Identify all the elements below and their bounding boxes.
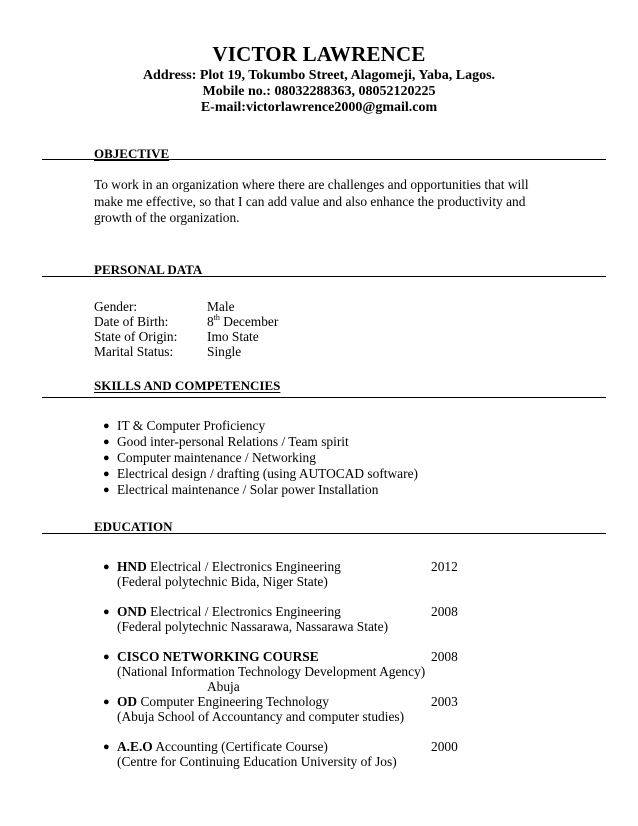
dob-suffix: th — [213, 313, 220, 322]
bullet-icon: ● — [103, 420, 110, 432]
education-institution: (National Information Technology Development Agency) — [117, 664, 426, 679]
qualification-abbr: OND — [117, 604, 147, 619]
marital-value: Single — [207, 344, 242, 359]
education-institution: (Centre for Continuing Education University of Jos) — [117, 754, 397, 769]
education-heading: EDUCATION — [94, 519, 173, 534]
qualification-field: Accounting (Certificate Course) — [152, 739, 328, 754]
qualification-abbr: HND — [117, 559, 147, 574]
qualification-field: Electrical / Electronics Engineering — [146, 559, 341, 574]
dob-value — [207, 314, 278, 330]
qualification-abbr: A.E.O — [117, 739, 153, 754]
bullet-icon: ● — [103, 484, 110, 496]
section-divider — [42, 533, 606, 534]
address-line: Address: Plot 19, Tokumbo Street, Alagomeji, Yaba, Lagos. — [142, 68, 496, 83]
skills-heading: SKILLS AND COMPETENCIES — [94, 378, 281, 393]
education-qualification — [117, 649, 319, 665]
bullet-icon: ● — [103, 452, 110, 464]
bullet-icon: ● — [103, 696, 110, 708]
education-year: 2012 — [431, 559, 458, 574]
skill-item: Electrical maintenance / Solar power Installation — [117, 482, 379, 497]
education-institution-city: Abuja — [207, 679, 240, 694]
dob-day: 8 — [207, 314, 214, 329]
education-qualification — [117, 694, 329, 710]
objective-text: To work in an organization where there are challenges and opportunities that will make me effective, so that I can add value and also enhance the productivity and growth of the organization. — [94, 177, 529, 225]
skill-item: Good inter-personal Relations / Team spirit — [117, 434, 349, 449]
bullet-icon: ● — [103, 651, 110, 663]
dob-label: Date of Birth: — [94, 314, 169, 329]
state-label: State of Origin: — [94, 329, 178, 344]
gender-label: Gender: — [94, 299, 138, 314]
skill-item: Electrical design / drafting (using AUTOCAD software) — [117, 466, 418, 481]
email-line: E-mail:victorlawrence2000@gmail.com — [200, 100, 438, 115]
qualification-abbr: OD — [117, 694, 138, 709]
objective-heading: OBJECTIVE — [94, 146, 170, 161]
education-qualification — [117, 604, 341, 620]
gender-value: Male — [207, 299, 235, 314]
personal-data-heading: PERSONAL DATA — [94, 262, 203, 277]
education-institution: (Abuja School of Accountancy and computer studies) — [117, 709, 405, 724]
bullet-icon: ● — [103, 741, 110, 753]
section-divider — [42, 159, 606, 160]
education-institution: (Federal polytechnic Bida, Niger State) — [117, 574, 328, 589]
marital-label: Marital Status: — [94, 344, 174, 359]
education-qualification — [117, 739, 328, 755]
section-divider — [42, 276, 606, 277]
qualification-field: Computer Engineering Technology — [137, 694, 329, 709]
education-year: 2008 — [431, 649, 458, 664]
bullet-icon: ● — [103, 606, 110, 618]
bullet-icon: ● — [103, 561, 110, 573]
mobile-line: Mobile no.: 08032288363, 08052120225 — [202, 84, 436, 99]
section-divider — [42, 397, 606, 398]
education-qualification — [117, 559, 341, 575]
skill-item: IT & Computer Proficiency — [117, 418, 266, 433]
education-year: 2003 — [431, 694, 458, 709]
bullet-icon: ● — [103, 436, 110, 448]
qualification-abbr: CISCO NETWORKING COURSE — [117, 649, 319, 664]
qualification-field: Electrical / Electronics Engineering — [146, 604, 341, 619]
candidate-name: VICTOR LAWRENCE — [212, 42, 426, 66]
dob-month: December — [219, 314, 279, 329]
education-year: 2008 — [431, 604, 458, 619]
state-value: Imo State — [207, 329, 259, 344]
bullet-icon: ● — [103, 468, 110, 480]
education-institution: (Federal polytechnic Nassarawa, Nassarawa State) — [117, 619, 389, 634]
education-year: 2000 — [431, 739, 458, 754]
skill-item: Computer maintenance / Networking — [117, 450, 316, 465]
